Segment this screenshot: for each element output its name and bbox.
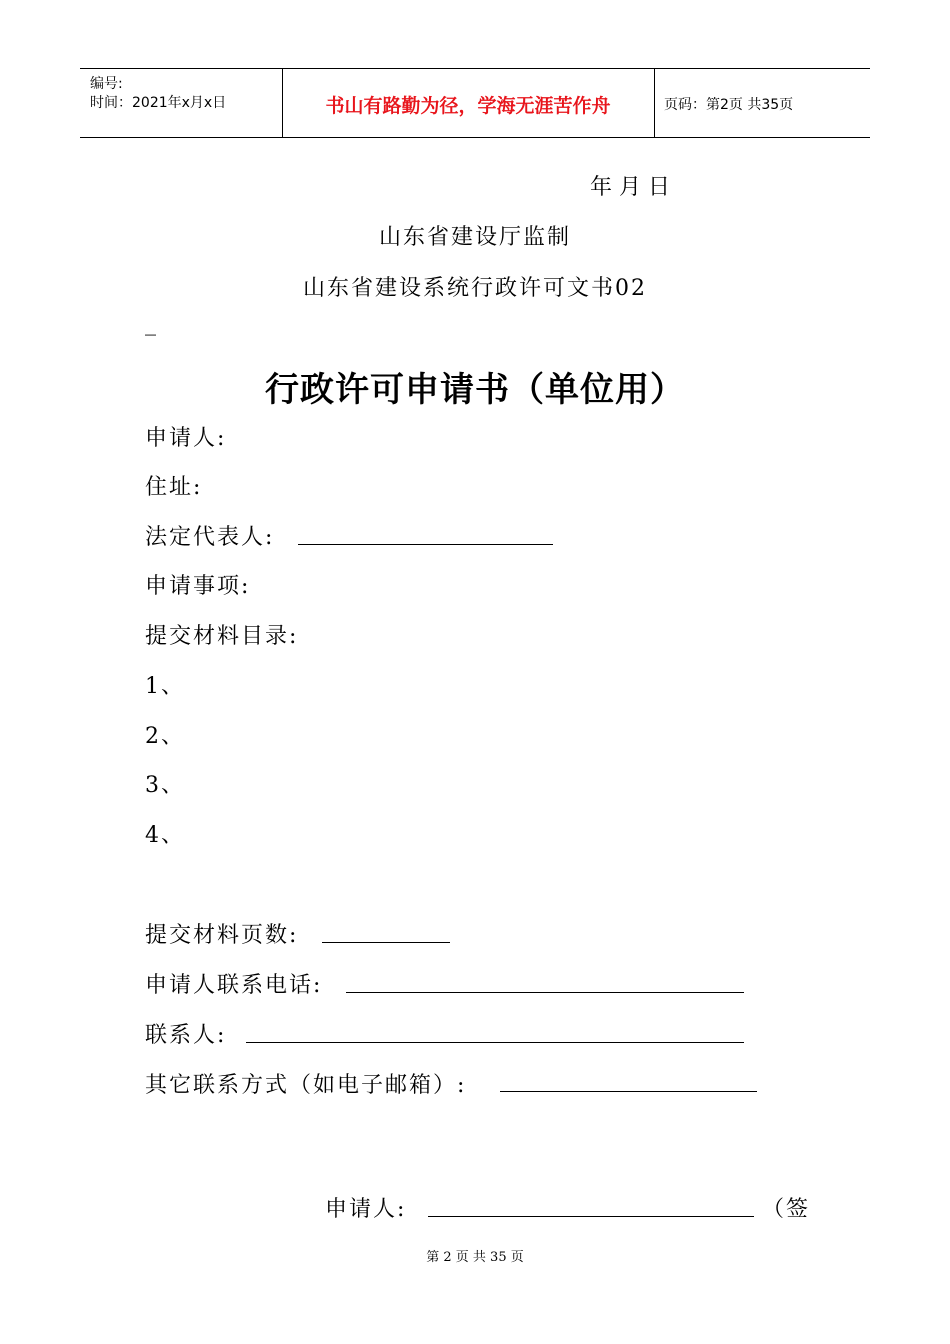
page-count-label: 提交材料页数: bbox=[145, 923, 299, 948]
address-label: 住址: bbox=[145, 475, 203, 500]
header-motto-cell bbox=[282, 69, 655, 137]
sign-suffix: （签 bbox=[762, 1197, 811, 1222]
phone-label: 申请人联系电话: bbox=[145, 973, 323, 998]
other-contact-underline[interactable] bbox=[500, 1091, 757, 1092]
page-title: 行政许可申请书（单位用） bbox=[265, 370, 685, 410]
list-item: 1、 bbox=[145, 674, 185, 699]
sign-applicant-label: 申请人: bbox=[325, 1197, 407, 1222]
motto-text: 书山有路勤为径，学海无涯苦作舟 bbox=[325, 95, 611, 117]
header-left-cell bbox=[80, 69, 283, 137]
page-footer: 第 2 页 共 35 页 bbox=[426, 1250, 524, 1265]
document-code: 山东省建设系统行政许可文书02 bbox=[303, 276, 647, 301]
date-line: 年 月 日 bbox=[590, 175, 670, 200]
dash-mark: _ bbox=[145, 311, 158, 336]
signature-underline[interactable] bbox=[428, 1216, 754, 1217]
legal-rep-underline[interactable] bbox=[298, 544, 553, 545]
other-contact-label: 其它联系方式（如电子邮箱）: bbox=[145, 1073, 467, 1098]
matter-label: 申请事项: bbox=[145, 574, 251, 599]
list-item: 3、 bbox=[145, 773, 185, 798]
phone-underline[interactable] bbox=[346, 992, 744, 993]
header-right-cell bbox=[654, 69, 870, 137]
page-count-underline[interactable] bbox=[322, 942, 450, 943]
contact-label: 联系人: bbox=[145, 1023, 227, 1048]
contact-underline[interactable] bbox=[246, 1042, 744, 1043]
number-label: 编号: bbox=[90, 76, 123, 92]
time-label: 时间：2021年x月x日 bbox=[90, 95, 227, 111]
legal-rep-label: 法定代表人: bbox=[145, 525, 275, 550]
issuer-text: 山东省建设厅监制 bbox=[378, 225, 571, 250]
document-header bbox=[80, 68, 870, 138]
page-info: 页码：第2页 共35页 bbox=[664, 97, 794, 113]
list-item: 4、 bbox=[145, 823, 185, 848]
materials-list-label: 提交材料目录: bbox=[145, 624, 299, 649]
applicant-label: 申请人: bbox=[145, 426, 227, 451]
list-item: 2、 bbox=[145, 724, 185, 749]
